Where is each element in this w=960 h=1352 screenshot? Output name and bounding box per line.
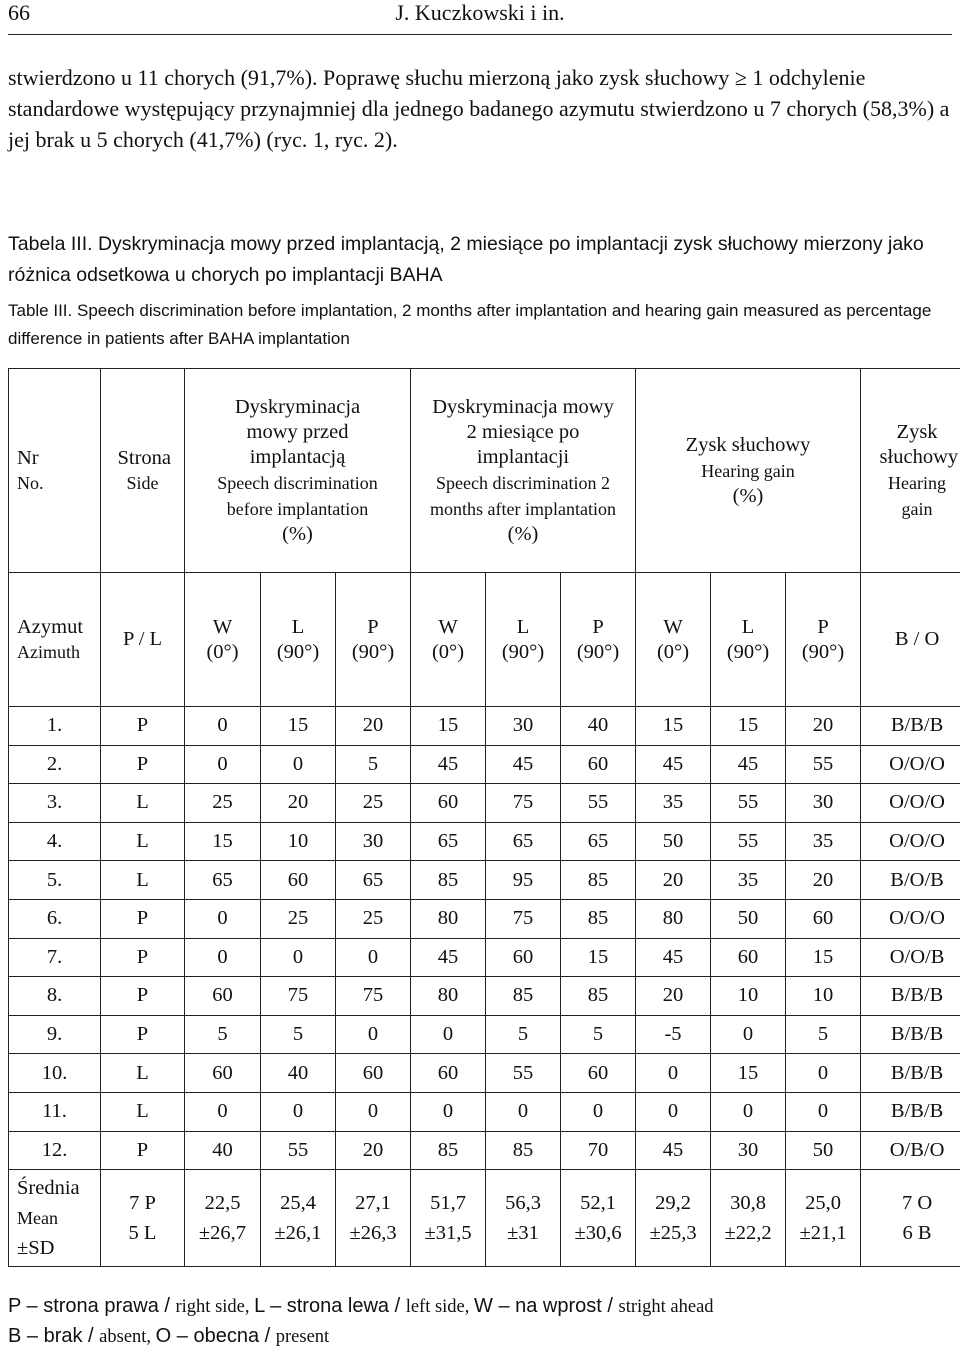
cell-gain-p: 20 <box>786 707 861 746</box>
cell-before-w: 60 <box>185 1054 261 1093</box>
cell-before-w: 65 <box>185 861 261 900</box>
cell-after-p: 40 <box>561 707 636 746</box>
cell-gain-l: 60 <box>711 938 786 977</box>
cell-after-p: 15 <box>561 938 636 977</box>
azimuth-before-p: P (90°) <box>336 573 411 707</box>
results-table <box>8 368 960 1267</box>
table-row <box>9 1092 960 1131</box>
azimuth-side: P / L <box>101 573 185 707</box>
cell-patient-number: 8. <box>9 977 101 1016</box>
mean-cell: 27,1 ±26,3 <box>336 1170 411 1267</box>
cell-before-p: 0 <box>336 1092 411 1131</box>
table-row <box>9 822 960 861</box>
mean-cell: 51,7 ±31,5 <box>411 1170 486 1267</box>
cell-before-p: 20 <box>336 707 411 746</box>
cell-after-p: 60 <box>561 745 636 784</box>
running-header <box>8 0 952 35</box>
cell-patient-number: 7. <box>9 938 101 977</box>
mean-cell: 25,4 ±26,1 <box>261 1170 336 1267</box>
body-paragraph: stwierdzono u 11 chorych (91,7%). Poprawę słuchu mierzoną jako zysk słuchowy ≥ 1 odchylenie standardowe występujący przynajmniej dla jednego badanego azymutu stwierdzono u 7 chorych (58,3%) a jej brak u 5 chorych (41,7%) (ryc. 1, ryc. 2). <box>8 62 958 155</box>
cell-gain-w: 15 <box>636 707 711 746</box>
mean-cell: 56,3 ±31 <box>486 1170 561 1267</box>
cell-patient-number: 11. <box>9 1092 101 1131</box>
cell-gain-w: 0 <box>636 1054 711 1093</box>
cell-after-p: 5 <box>561 1015 636 1054</box>
mean-bo: 7 O 6 B <box>861 1170 960 1267</box>
cell-after-l: 85 <box>486 977 561 1016</box>
cell-gain-w: 45 <box>636 938 711 977</box>
cell-gain-p: 20 <box>786 861 861 900</box>
cell-patient-number: 1. <box>9 707 101 746</box>
cell-before-l: 60 <box>261 861 336 900</box>
cell-after-w: 85 <box>411 1131 486 1170</box>
cell-gain-bo: O/O/B <box>861 938 960 977</box>
cell-patient-number: 5. <box>9 861 101 900</box>
cell-after-w: 45 <box>411 938 486 977</box>
cell-after-l: 5 <box>486 1015 561 1054</box>
cell-patient-number: 4. <box>9 822 101 861</box>
cell-patient-number: 2. <box>9 745 101 784</box>
cell-gain-l: 0 <box>711 1092 786 1131</box>
cell-before-w: 15 <box>185 822 261 861</box>
cell-before-l: 15 <box>261 707 336 746</box>
footnote-line-2: B – brak / absent, O – obecna / present <box>8 1322 714 1352</box>
cell-side: L <box>101 1092 185 1131</box>
cell-before-l: 55 <box>261 1131 336 1170</box>
cell-after-w: 85 <box>411 861 486 900</box>
azimuth-bo: B / O <box>861 573 960 707</box>
cell-after-w: 60 <box>411 784 486 823</box>
cell-before-p: 30 <box>336 822 411 861</box>
cell-before-l: 20 <box>261 784 336 823</box>
cell-side: L <box>101 784 185 823</box>
cell-before-p: 60 <box>336 1054 411 1093</box>
mean-cell: 25,0 ±21,1 <box>786 1170 861 1267</box>
cell-gain-l: 10 <box>711 977 786 1016</box>
cell-before-p: 5 <box>336 745 411 784</box>
table-row <box>9 1054 960 1093</box>
cell-gain-w: 35 <box>636 784 711 823</box>
cell-gain-bo: O/O/O <box>861 822 960 861</box>
azimuth-gain-w: W (0°) <box>636 573 711 707</box>
table-body <box>9 707 960 1170</box>
cell-after-w: 65 <box>411 822 486 861</box>
cell-before-l: 0 <box>261 745 336 784</box>
cell-gain-bo: O/O/O <box>861 745 960 784</box>
cell-after-l: 55 <box>486 1054 561 1093</box>
cell-side: P <box>101 745 185 784</box>
cell-after-p: 0 <box>561 1092 636 1131</box>
table-row <box>9 1131 960 1170</box>
cell-patient-number: 6. <box>9 899 101 938</box>
cell-side: L <box>101 822 185 861</box>
cell-before-w: 25 <box>185 784 261 823</box>
table-footnotes <box>8 1292 714 1352</box>
cell-gain-l: 30 <box>711 1131 786 1170</box>
cell-before-l: 40 <box>261 1054 336 1093</box>
table-row <box>9 861 960 900</box>
table-caption-english: Table III. Speech discrimination before implantation, 2 months after implantation and hearing gain measured as percentage difference in patients after BAHA implantation <box>8 297 956 353</box>
cell-gain-l: 15 <box>711 707 786 746</box>
cell-side: L <box>101 1054 185 1093</box>
cell-gain-bo: B/B/B <box>861 1015 960 1054</box>
cell-after-w: 45 <box>411 745 486 784</box>
cell-after-p: 85 <box>561 977 636 1016</box>
cell-gain-bo: B/B/B <box>861 1092 960 1131</box>
cell-before-w: 0 <box>185 899 261 938</box>
cell-after-p: 85 <box>561 861 636 900</box>
cell-after-p: 60 <box>561 1054 636 1093</box>
azimuth-gain-p: P (90°) <box>786 573 861 707</box>
cell-side: P <box>101 1131 185 1170</box>
header-before-implantation: Dyskryminacja mowy przed implantacją Speech discrimination before implantation (%) <box>185 369 411 573</box>
cell-before-l: 0 <box>261 1092 336 1131</box>
cell-before-p: 25 <box>336 899 411 938</box>
cell-after-w: 60 <box>411 1054 486 1093</box>
mean-cell: 22,5 ±26,7 <box>185 1170 261 1267</box>
cell-gain-p: 30 <box>786 784 861 823</box>
azimuth-gain-l: L (90°) <box>711 573 786 707</box>
cell-after-w: 15 <box>411 707 486 746</box>
mean-side: 7 P 5 L <box>101 1170 185 1267</box>
azimuth-row <box>9 573 960 707</box>
mean-cell: 52,1 ±30,6 <box>561 1170 636 1267</box>
cell-before-l: 75 <box>261 977 336 1016</box>
cell-gain-l: 0 <box>711 1015 786 1054</box>
cell-after-p: 70 <box>561 1131 636 1170</box>
cell-after-p: 65 <box>561 822 636 861</box>
azimuth-before-w: W (0°) <box>185 573 261 707</box>
cell-after-w: 0 <box>411 1092 486 1131</box>
cell-gain-bo: B/B/B <box>861 707 960 746</box>
cell-before-p: 65 <box>336 861 411 900</box>
cell-before-w: 60 <box>185 977 261 1016</box>
header-after-implantation: Dyskryminacja mowy 2 miesiące po implantacji Speech discrimination 2 months after implantation (%) <box>411 369 636 573</box>
footnote-line-1: P – strona prawa / right side, L – strona lewa / left side, W – na wprost / stright ahead <box>8 1292 714 1322</box>
cell-gain-bo: B/O/B <box>861 861 960 900</box>
cell-after-l: 65 <box>486 822 561 861</box>
cell-gain-l: 50 <box>711 899 786 938</box>
cell-before-l: 5 <box>261 1015 336 1054</box>
cell-before-w: 40 <box>185 1131 261 1170</box>
cell-side: P <box>101 899 185 938</box>
cell-after-l: 30 <box>486 707 561 746</box>
azimuth-before-l: L (90°) <box>261 573 336 707</box>
cell-before-l: 0 <box>261 938 336 977</box>
cell-before-p: 20 <box>336 1131 411 1170</box>
cell-side: P <box>101 1015 185 1054</box>
cell-before-w: 5 <box>185 1015 261 1054</box>
cell-gain-w: 20 <box>636 977 711 1016</box>
cell-after-l: 85 <box>486 1131 561 1170</box>
mean-cell: 30,8 ±22,2 <box>711 1170 786 1267</box>
cell-side: P <box>101 707 185 746</box>
mean-cell: 29,2 ±25,3 <box>636 1170 711 1267</box>
cell-before-l: 10 <box>261 822 336 861</box>
header-number: Nr No. <box>9 369 101 573</box>
cell-after-l: 45 <box>486 745 561 784</box>
table-row <box>9 938 960 977</box>
cell-gain-bo: O/O/O <box>861 899 960 938</box>
cell-gain-l: 55 <box>711 784 786 823</box>
azimuth-after-l: L (90°) <box>486 573 561 707</box>
cell-gain-p: 55 <box>786 745 861 784</box>
cell-gain-p: 50 <box>786 1131 861 1170</box>
cell-after-l: 95 <box>486 861 561 900</box>
cell-gain-w: 80 <box>636 899 711 938</box>
cell-patient-number: 9. <box>9 1015 101 1054</box>
cell-gain-p: 0 <box>786 1054 861 1093</box>
table-header-row <box>9 369 960 573</box>
table-row <box>9 1015 960 1054</box>
azimuth-label: Azymut Azimuth <box>9 573 101 707</box>
cell-side: P <box>101 977 185 1016</box>
table-caption-polish: Tabela III. Dyskryminacja mowy przed implantacją, 2 miesiące po implantacji zysk słuchowy mierzony jako różnica odsetkowa u chorych po implantacji BAHA <box>8 229 956 291</box>
cell-after-w: 80 <box>411 899 486 938</box>
table-row <box>9 707 960 746</box>
cell-gain-w: 0 <box>636 1092 711 1131</box>
cell-gain-w: 50 <box>636 822 711 861</box>
cell-before-w: 0 <box>185 745 261 784</box>
cell-after-w: 80 <box>411 977 486 1016</box>
cell-before-p: 25 <box>336 784 411 823</box>
cell-before-w: 0 <box>185 1092 261 1131</box>
cell-patient-number: 10. <box>9 1054 101 1093</box>
azimuth-after-w: W (0°) <box>411 573 486 707</box>
cell-gain-p: 10 <box>786 977 861 1016</box>
page-number: 66 <box>8 0 30 26</box>
cell-gain-bo: B/B/B <box>861 977 960 1016</box>
cell-after-p: 55 <box>561 784 636 823</box>
cell-gain-l: 35 <box>711 861 786 900</box>
cell-patient-number: 3. <box>9 784 101 823</box>
table-row <box>9 784 960 823</box>
cell-after-l: 75 <box>486 784 561 823</box>
cell-gain-l: 15 <box>711 1054 786 1093</box>
cell-after-l: 60 <box>486 938 561 977</box>
cell-before-p: 0 <box>336 1015 411 1054</box>
cell-before-w: 0 <box>185 938 261 977</box>
cell-gain-bo: B/B/B <box>861 1054 960 1093</box>
cell-gain-p: 60 <box>786 899 861 938</box>
cell-after-l: 0 <box>486 1092 561 1131</box>
cell-after-l: 75 <box>486 899 561 938</box>
cell-side: L <box>101 861 185 900</box>
cell-gain-w: 45 <box>636 1131 711 1170</box>
mean-row <box>9 1170 960 1267</box>
cell-side: P <box>101 938 185 977</box>
cell-gain-bo: O/B/O <box>861 1131 960 1170</box>
cell-gain-l: 55 <box>711 822 786 861</box>
mean-label: Średnia Mean ±SD <box>9 1170 101 1267</box>
cell-before-p: 0 <box>336 938 411 977</box>
cell-gain-l: 45 <box>711 745 786 784</box>
cell-before-w: 0 <box>185 707 261 746</box>
cell-gain-p: 0 <box>786 1092 861 1131</box>
table-row <box>9 899 960 938</box>
header-hearing-gain: Zysk słuchowy Hearing gain (%) <box>636 369 861 573</box>
cell-after-p: 85 <box>561 899 636 938</box>
cell-gain-p: 35 <box>786 822 861 861</box>
table-row <box>9 745 960 784</box>
cell-gain-w: 20 <box>636 861 711 900</box>
cell-gain-p: 15 <box>786 938 861 977</box>
running-header-authors: J. Kuczkowski i in. <box>8 0 952 26</box>
cell-before-p: 75 <box>336 977 411 1016</box>
cell-gain-w: -5 <box>636 1015 711 1054</box>
table-row <box>9 977 960 1016</box>
cell-before-l: 25 <box>261 899 336 938</box>
cell-gain-w: 45 <box>636 745 711 784</box>
header-hearing-gain-bo: Zysk słuchowy Hearing gain <box>861 369 960 573</box>
cell-gain-p: 5 <box>786 1015 861 1054</box>
cell-patient-number: 12. <box>9 1131 101 1170</box>
cell-after-w: 0 <box>411 1015 486 1054</box>
azimuth-after-p: P (90°) <box>561 573 636 707</box>
cell-gain-bo: O/O/O <box>861 784 960 823</box>
header-side: Strona Side <box>101 369 185 573</box>
